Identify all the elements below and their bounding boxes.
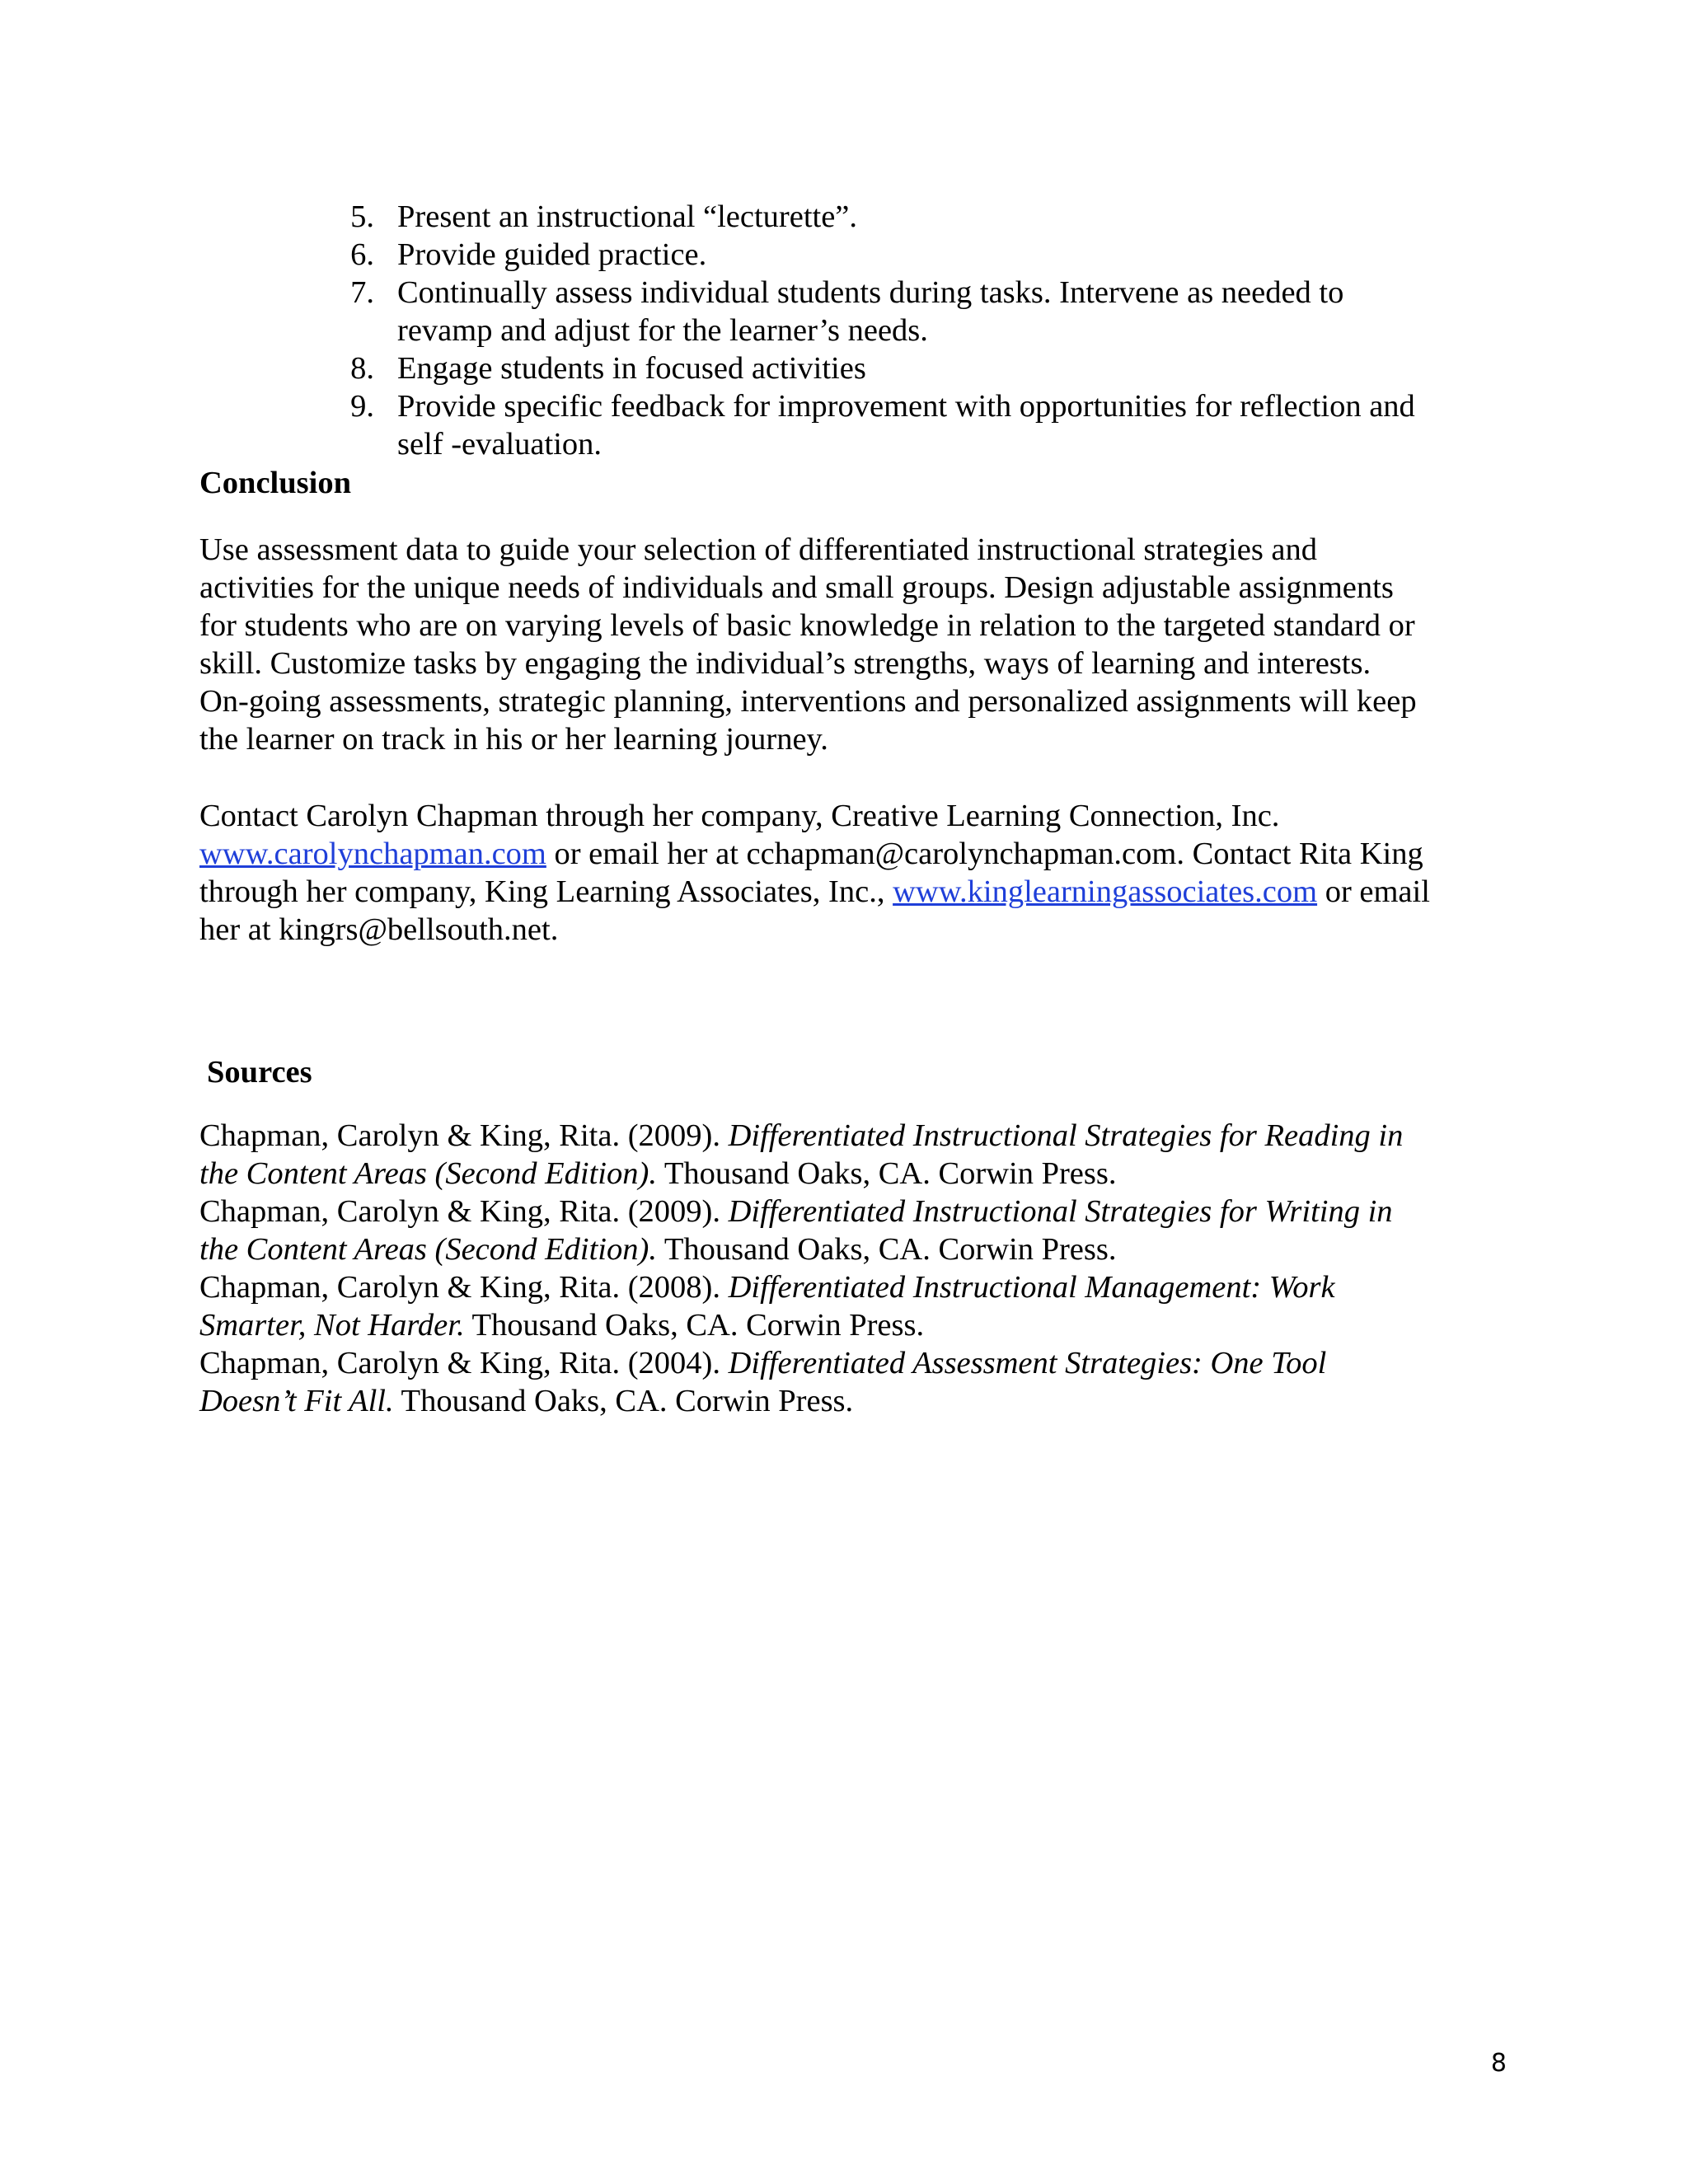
reference-publisher: Thousand Oaks, CA. Corwin Press. [656,1156,1117,1191]
list-item-text: Provide guided practice. [397,237,707,272]
reference-publisher: Thousand Oaks, CA. Corwin Press. [393,1384,854,1418]
contact-text: through her company, King Learning Associates, Inc., [199,874,893,909]
paragraph-line: skill. Customize tasks by engaging the individual’s strengths, ways of learning and interests. [199,646,1372,681]
conclusion-heading: Conclusion [199,466,352,500]
reference-title: Differentiated Instructional Strategies for Reading in [728,1118,1404,1153]
list-item [341,349,1512,387]
reference-title: Differentiated Instructional Management: Work [728,1270,1335,1305]
reference-entry [199,1344,1518,1420]
reference-title: Differentiated Instructional Strategies for Writing in [728,1194,1393,1229]
paragraph-line: On-going assessments, strategic planning, interventions and personalized assignments will keep [199,684,1417,719]
list-item [341,274,1512,349]
contact-text: or email her at cchapman@carolynchapman.com. Contact Rita King [546,837,1423,871]
reference-title: the Content Areas (Second Edition). [199,1156,657,1191]
sources-heading: Sources [207,1055,312,1090]
reference-publisher: Thousand Oaks, CA. Corwin Press. [464,1308,925,1343]
reference-publisher: Thousand Oaks, CA. Corwin Press. [656,1232,1117,1267]
list-item-text: Present an instructional “lecturette”. [397,199,858,234]
list-item [341,387,1512,463]
contact-line: Contact Carolyn Chapman through her company, Creative Learning Connection, Inc. [199,799,1280,833]
page-number: 8 [1490,2049,1507,2078]
list-item-number: 5. [350,199,374,234]
contact-line [199,873,1518,911]
list-item-number: 7. [350,275,374,310]
king-learning-website-link[interactable]: www.kinglearningassociates.com [893,874,1318,909]
list-item [341,236,1512,274]
contact-text: or email [1317,874,1430,909]
reference-author: Chapman, Carolyn & King, Rita. (2008). [199,1270,729,1305]
paragraph-line: Use assessment data to guide your selection of differentiated instructional strategies and [199,532,1318,567]
contact-line [199,835,1518,873]
reference-title: the Content Areas (Second Edition). [199,1232,657,1267]
list-item-text: self -evaluation. [397,427,603,462]
paragraph-line: activities for the unique needs of individuals and small groups. Design adjustable assignments [199,570,1394,605]
reference-title: Differentiated Assessment Strategies: One Tool [728,1346,1327,1380]
carolyn-chapman-website-link[interactable]: www.carolynchapman.com [199,837,546,871]
list-item-number: 9. [350,389,374,424]
sources-list [199,1117,1518,1420]
reference-title: Smarter, Not Harder. [199,1308,465,1343]
reference-entry [199,1268,1518,1344]
paragraph-line: for students who are on varying levels of basic knowledge in relation to the targeted standard or [199,608,1415,643]
reference-entry [199,1193,1518,1268]
list-item [341,198,1512,236]
list-item-text: revamp and adjust for the learner’s needs. [397,313,928,348]
contact-paragraph [199,797,1518,949]
reference-author: Chapman, Carolyn & King, Rita. (2009). [199,1194,729,1229]
paragraph-line: the learner on track in his or her learning journey. [199,722,828,757]
reference-title: Doesn’t Fit All. [199,1384,394,1418]
reference-entry [199,1117,1518,1193]
reference-author: Chapman, Carolyn & King, Rita. (2009). [199,1118,729,1153]
list-item-text: Provide specific feedback for improvement with opportunities for reflection and [397,389,1415,424]
reference-author: Chapman, Carolyn & King, Rita. (2004). [199,1346,729,1380]
numbered-list [341,198,1512,463]
list-item-number: 8. [350,351,374,386]
list-item-number: 6. [350,237,374,272]
list-item-text: Engage students in focused activities [397,351,866,386]
contact-line: her at kingrs@bellsouth.net. [199,912,559,947]
list-item-text: Continually assess individual students during tasks. Intervene as needed to [397,275,1344,310]
conclusion-paragraph [199,531,1518,758]
